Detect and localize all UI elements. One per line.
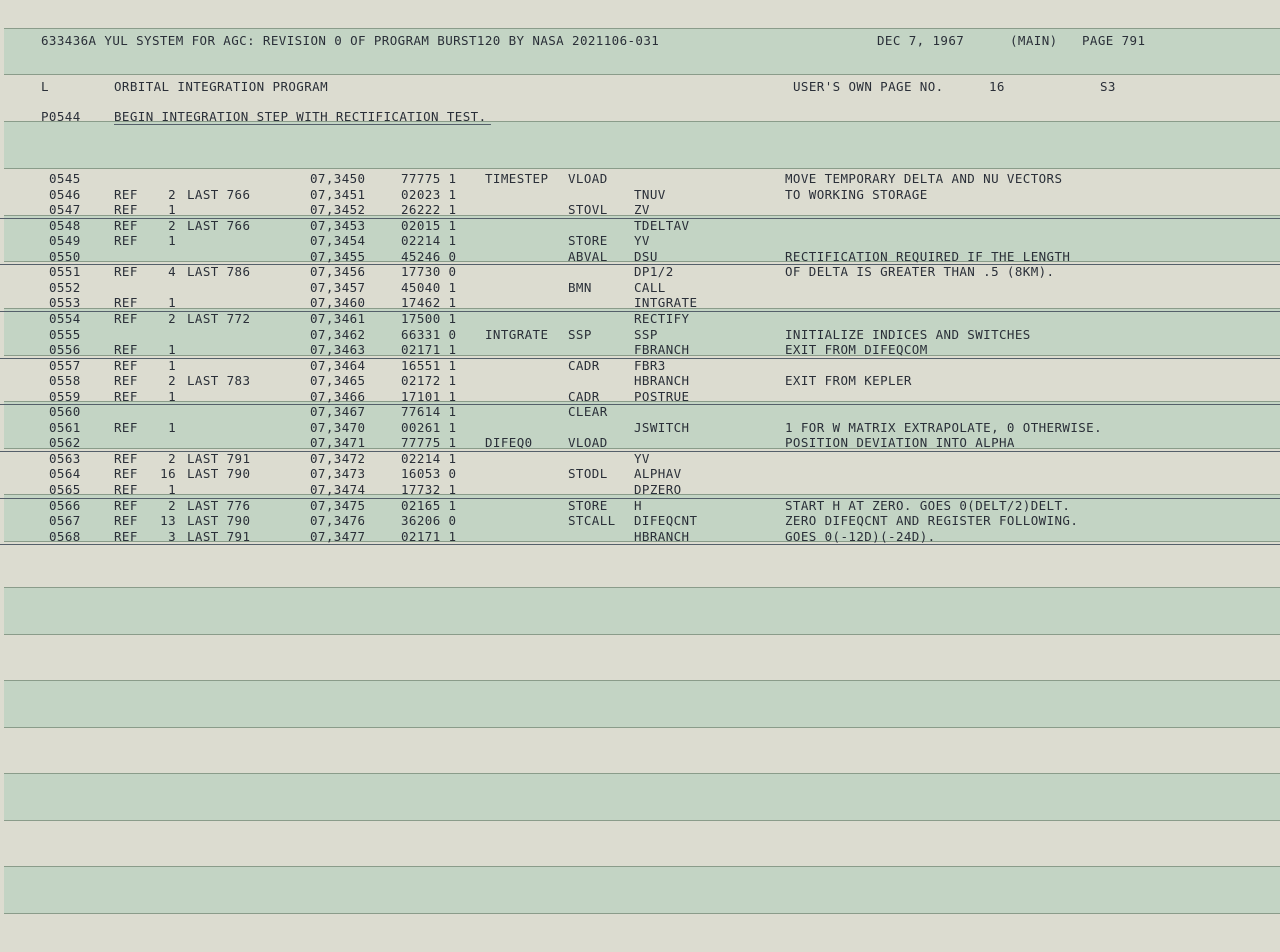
listing-row	[0, 202, 1280, 219]
row-address: 07,3463	[310, 342, 366, 358]
row-last-ref: LAST 766	[187, 217, 251, 233]
paper-band	[4, 121, 1280, 168]
row-ref-count: 1	[168, 482, 176, 497]
row-octal-word: 02172 1	[401, 373, 457, 389]
row-last-ref: LAST 766	[187, 186, 251, 202]
row-ref-count: 1	[168, 342, 176, 358]
row-comment: MOVE TEMPORARY DELTA AND NU VECTORS	[785, 171, 1063, 186]
row-sequence-number: 0559	[49, 388, 81, 404]
paper-band	[4, 680, 1280, 727]
row-octal-word: 02015 1	[401, 217, 457, 233]
row-opcode: STOVL	[568, 202, 608, 218]
row-address: 07,3466	[310, 388, 366, 404]
paper-band	[4, 634, 1280, 681]
row-comment: EXIT FROM DIFEQCOM	[785, 342, 928, 358]
row-operand: FBR3	[634, 357, 666, 373]
row-octal-word: 02171 1	[401, 528, 457, 544]
row-ref-count: 1	[168, 202, 176, 218]
row-ref-count: 16	[160, 466, 176, 482]
row-operand: FBRANCH	[634, 342, 690, 358]
row-sequence-number: 0550	[49, 248, 81, 264]
row-label: TIMESTEP	[485, 171, 549, 186]
row-address: 07,3472	[310, 450, 366, 466]
row-address: 07,3455	[310, 248, 366, 264]
row-sequence-number: 0553	[49, 295, 81, 311]
row-address: 07,3462	[310, 326, 366, 342]
row-sequence-number: 0554	[49, 310, 81, 326]
row-ref-count: 2	[168, 310, 176, 326]
row-opcode: CADR	[568, 388, 600, 404]
header-log-code: L	[41, 79, 49, 94]
row-label: DIFEQ0	[485, 435, 533, 451]
row-opcode: CLEAR	[568, 404, 608, 420]
listing-row	[0, 342, 1280, 359]
row-comment: OF DELTA IS GREATER THAN .5 (8KM).	[785, 264, 1055, 280]
listing-row	[0, 311, 1280, 327]
row-sequence-number: 0546	[49, 186, 81, 202]
row-ref-marker: REF	[114, 202, 138, 218]
row-opcode: CADR	[568, 357, 600, 373]
listing-row	[0, 171, 1280, 187]
row-address: 07,3471	[310, 435, 366, 451]
row-address: 07,3452	[310, 202, 366, 218]
header-section-code: S3	[1100, 79, 1116, 94]
row-ref-count: 3	[168, 528, 176, 544]
row-ref-marker: REF	[114, 264, 138, 280]
listing-row	[0, 435, 1280, 452]
row-address: 07,3454	[310, 233, 366, 249]
row-operand: JSWITCH	[634, 419, 690, 435]
row-address: 07,3450	[310, 171, 366, 186]
row-address: 07,3473	[310, 466, 366, 482]
row-ref-count: 1	[168, 357, 176, 373]
row-sequence-number: 0566	[49, 497, 81, 513]
row-sequence-number: 0555	[49, 326, 81, 342]
row-opcode: VLOAD	[568, 435, 608, 451]
row-operand: HBRANCH	[634, 373, 690, 389]
row-opcode: SSP	[568, 326, 592, 342]
paper-band	[4, 773, 1280, 820]
paper-band	[4, 866, 1280, 913]
header-user-page-label: USER'S OWN PAGE NO.	[793, 79, 944, 94]
listing-row	[0, 513, 1280, 529]
listing-row	[0, 420, 1280, 436]
row-address: 07,3453	[310, 217, 366, 233]
row-address: 07,3457	[310, 279, 366, 295]
row-octal-word: 77775 1	[401, 171, 457, 186]
row-ref-count: 2	[168, 497, 176, 513]
listing-row	[0, 404, 1280, 420]
row-last-ref: LAST 791	[187, 528, 251, 544]
row-octal-word: 16551 1	[401, 357, 457, 373]
row-address: 07,3476	[310, 513, 366, 529]
listing-row	[0, 327, 1280, 343]
row-address: 07,3465	[310, 373, 366, 389]
row-ref-marker: REF	[114, 528, 138, 544]
row-ref-marker: REF	[114, 450, 138, 466]
row-ref-count: 4	[168, 264, 176, 280]
row-ref-marker: REF	[114, 233, 138, 249]
row-operand: RECTIFY	[634, 310, 690, 326]
row-last-ref: LAST 772	[187, 310, 251, 326]
row-octal-word: 16053 0	[401, 466, 457, 482]
row-address: 07,3467	[310, 404, 366, 420]
row-opcode: STODL	[568, 466, 608, 482]
row-address: 07,3474	[310, 482, 366, 497]
row-ref-marker: REF	[114, 310, 138, 326]
row-sequence-number: 0564	[49, 466, 81, 482]
row-sequence-number: 0565	[49, 482, 81, 497]
row-sequence-number: 0548	[49, 217, 81, 233]
row-ref-count: 2	[168, 450, 176, 466]
row-ref-marker: REF	[114, 466, 138, 482]
row-comment: RECTIFICATION REQUIRED IF THE LENGTH	[785, 248, 1071, 264]
row-operand: DPZERO	[634, 482, 682, 497]
row-ref-marker: REF	[114, 373, 138, 389]
row-ref-count: 1	[168, 295, 176, 311]
row-ref-marker: REF	[114, 186, 138, 202]
row-octal-word: 00261 1	[401, 419, 457, 435]
row-address: 07,3477	[310, 528, 366, 544]
paper-band	[4, 541, 1280, 588]
row-label: INTGRATE	[485, 326, 549, 342]
row-opcode: ABVAL	[568, 248, 608, 264]
row-comment: TO WORKING STORAGE	[785, 186, 928, 202]
header-section-heading: BEGIN INTEGRATION STEP WITH RECTIFICATION TEST.	[114, 110, 491, 125]
row-sequence-number: 0557	[49, 357, 81, 373]
row-comment: START H AT ZERO. GOES 0(DELT/2)DELT.	[785, 497, 1071, 513]
row-operand: CALL	[634, 279, 666, 295]
row-address: 07,3461	[310, 310, 366, 326]
row-operand: DSU	[634, 248, 658, 264]
row-octal-word: 77775 1	[401, 435, 457, 451]
row-ref-marker: REF	[114, 513, 138, 529]
row-opcode: VLOAD	[568, 171, 608, 186]
row-sequence-number: 0556	[49, 342, 81, 358]
row-operand: INTGRATE	[634, 295, 698, 311]
row-octal-word: 45246 0	[401, 248, 457, 264]
row-octal-word: 26222 1	[401, 202, 457, 218]
row-ref-marker: REF	[114, 357, 138, 373]
row-last-ref: LAST 786	[187, 264, 251, 280]
row-sequence-number: 0552	[49, 279, 81, 295]
row-last-ref: LAST 790	[187, 466, 251, 482]
row-address: 07,3456	[310, 264, 366, 280]
listing-row	[0, 529, 1280, 546]
listing-row	[0, 264, 1280, 280]
row-octal-word: 17732 1	[401, 482, 457, 497]
row-operand: YV	[634, 450, 650, 466]
row-address: 07,3460	[310, 295, 366, 311]
listing-row	[0, 373, 1280, 389]
row-ref-count: 1	[168, 388, 176, 404]
row-operand: DP1/2	[634, 264, 674, 280]
row-opcode: STORE	[568, 233, 608, 249]
row-ref-count: 2	[168, 373, 176, 389]
row-octal-word: 77614 1	[401, 404, 457, 420]
row-sequence-number: 0568	[49, 528, 81, 544]
row-octal-word: 02171 1	[401, 342, 457, 358]
row-ref-count: 13	[160, 513, 176, 529]
row-operand: ALPHAV	[634, 466, 682, 482]
row-ref-marker: REF	[114, 217, 138, 233]
row-address: 07,3470	[310, 419, 366, 435]
row-comment: GOES 0(-12D)(-24D).	[785, 528, 936, 544]
row-ref-marker: REF	[114, 482, 138, 497]
row-sequence-number: 0545	[49, 171, 81, 186]
row-octal-word: 17101 1	[401, 388, 457, 404]
row-ref-marker: REF	[114, 388, 138, 404]
paper-band	[4, 587, 1280, 634]
row-octal-word: 45040 1	[401, 279, 457, 295]
row-last-ref: LAST 776	[187, 497, 251, 513]
row-ref-marker: REF	[114, 497, 138, 513]
listing-row	[0, 295, 1280, 312]
row-opcode: STCALL	[568, 513, 616, 529]
row-sequence-number: 0551	[49, 264, 81, 280]
header-system-line: 633436A YUL SYSTEM FOR AGC: REVISION 0 OF PROGRAM BURST120 BY NASA 2021106-031	[41, 33, 660, 48]
row-octal-word: 02165 1	[401, 497, 457, 513]
row-octal-word: 17500 1	[401, 310, 457, 326]
header-user-page-number: 16	[989, 79, 1005, 94]
row-sequence-number: 0561	[49, 419, 81, 435]
row-sequence-number: 0560	[49, 404, 81, 420]
row-opcode: STORE	[568, 497, 608, 513]
listing-row	[0, 389, 1280, 406]
row-ref-count: 2	[168, 217, 176, 233]
row-octal-word: 02214 1	[401, 450, 457, 466]
row-operand: TDELTAV	[634, 217, 690, 233]
row-ref-marker: REF	[114, 295, 138, 311]
listing-row	[0, 358, 1280, 374]
header-date: DEC 7, 1967	[877, 33, 965, 48]
row-address: 07,3451	[310, 186, 366, 202]
listing-row	[0, 187, 1280, 203]
row-octal-word: 66331 0	[401, 326, 457, 342]
row-opcode: BMN	[568, 279, 592, 295]
row-operand: SSP	[634, 326, 658, 342]
listing-row	[0, 498, 1280, 514]
listing-row	[0, 218, 1280, 234]
header-program-title: ORBITAL INTEGRATION PROGRAM	[114, 79, 328, 94]
paper-band	[4, 727, 1280, 774]
listing-row	[0, 280, 1280, 296]
row-octal-word: 02214 1	[401, 233, 457, 249]
paper-band	[4, 820, 1280, 867]
row-operand: DIFEQCNT	[634, 513, 698, 529]
row-ref-count: 2	[168, 186, 176, 202]
listing-row	[0, 249, 1280, 266]
row-octal-word: 17730 0	[401, 264, 457, 280]
row-sequence-number: 0563	[49, 450, 81, 466]
row-operand: HBRANCH	[634, 528, 690, 544]
row-ref-count: 1	[168, 419, 176, 435]
row-sequence-number: 0547	[49, 202, 81, 218]
listing-row	[0, 482, 1280, 499]
row-operand: ZV	[634, 202, 650, 218]
row-sequence-number: 0549	[49, 233, 81, 249]
row-octal-word: 17462 1	[401, 295, 457, 311]
row-comment: EXIT FROM KEPLER	[785, 373, 912, 389]
row-address: 07,3464	[310, 357, 366, 373]
header-page-id: P0544	[41, 109, 81, 124]
row-sequence-number: 0562	[49, 435, 81, 451]
row-last-ref: LAST 783	[187, 373, 251, 389]
row-ref-count: 1	[168, 233, 176, 249]
row-sequence-number: 0567	[49, 513, 81, 529]
row-last-ref: LAST 790	[187, 513, 251, 529]
paper-band	[4, 913, 1280, 952]
row-comment: 1 FOR W MATRIX EXTRAPOLATE, 0 OTHERWISE.	[785, 419, 1103, 435]
header-main-label: (MAIN)	[1010, 33, 1058, 48]
header-page-number: PAGE 791	[1082, 33, 1146, 48]
row-comment: POSITION DEVIATION INTO ALPHA	[785, 435, 1015, 451]
row-operand: TNUV	[634, 186, 666, 202]
row-comment: ZERO DIFEQCNT AND REGISTER FOLLOWING.	[785, 513, 1079, 529]
listing-row	[0, 466, 1280, 482]
row-address: 07,3475	[310, 497, 366, 513]
row-operand: YV	[634, 233, 650, 249]
row-ref-marker: REF	[114, 419, 138, 435]
row-comment: INITIALIZE INDICES AND SWITCHES	[785, 326, 1031, 342]
row-octal-word: 36206 0	[401, 513, 457, 529]
row-operand: POSTRUE	[634, 388, 690, 404]
listing-row	[0, 451, 1280, 467]
listing-row	[0, 233, 1280, 249]
row-octal-word: 02023 1	[401, 186, 457, 202]
row-sequence-number: 0558	[49, 373, 81, 389]
row-operand: H	[634, 497, 642, 513]
row-ref-marker: REF	[114, 342, 138, 358]
row-last-ref: LAST 791	[187, 450, 251, 466]
